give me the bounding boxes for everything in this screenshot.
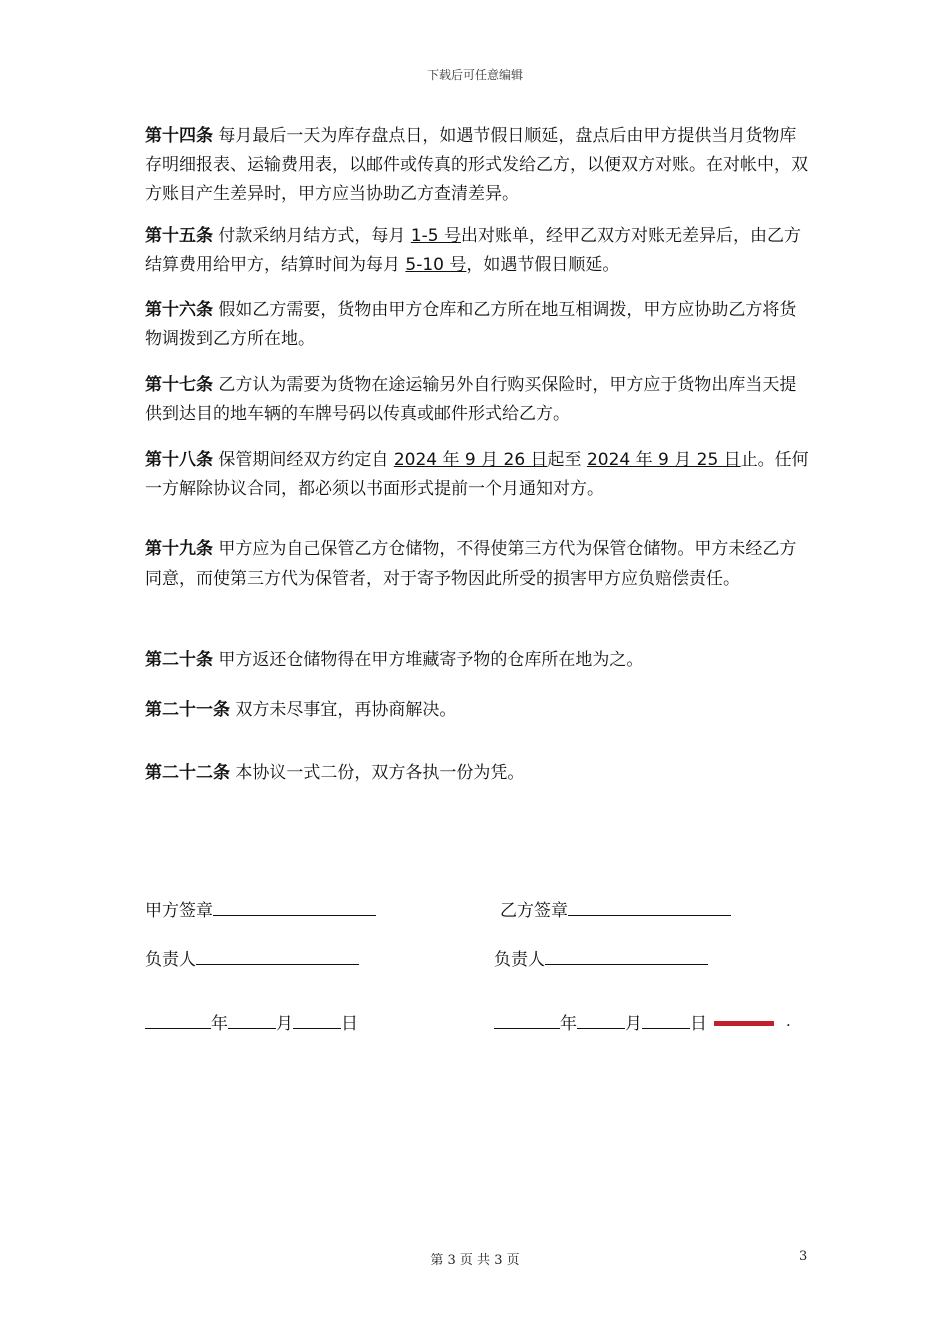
trailing-dot: . [786, 1012, 791, 1030]
party-a-person-blank[interactable] [196, 946, 359, 965]
month-blank[interactable] [228, 1010, 276, 1029]
month-blank[interactable] [577, 1010, 625, 1029]
page-number: 3 [799, 1249, 808, 1264]
party-b-seal-row [500, 897, 731, 923]
clause-20 [145, 646, 813, 675]
clause-text: 本协议一式二份，双方各执一份为凭。 [230, 763, 525, 783]
clause-18 [145, 446, 813, 504]
clause-text: 付款采纳月结方式，每月 [213, 226, 411, 246]
page-header: 下载后可任意编辑 [426, 68, 523, 82]
clause-text: 出对账单，经甲乙双方对账无差异后，由乙方结算费用给甲方，结算时间为每月 [145, 226, 801, 275]
clause-22 [145, 759, 813, 788]
clause-title: 第十六条 [145, 300, 213, 320]
clause-text: 保管期间经双方约定自 [213, 450, 394, 470]
person-in-charge-label: 负责人 [145, 950, 196, 970]
page-footer: 第 3 页 共 3 页 [430, 1253, 520, 1268]
clause-title: 第二十二条 [145, 763, 230, 783]
year-blank[interactable] [145, 1010, 211, 1029]
underlined-date-range: 1-5 号 [410, 226, 461, 246]
underlined-end-date: 2024 年 9 月 25 日 [586, 450, 741, 470]
party-a-seal-row [145, 897, 376, 923]
party-a-date-row [145, 1010, 358, 1036]
party-b-date-row [494, 1010, 707, 1036]
day-label: 日 [341, 1014, 358, 1034]
party-b-person-blank[interactable] [545, 946, 708, 965]
clause-17 [145, 371, 813, 429]
red-mark [714, 1021, 774, 1026]
year-label: 年 [211, 1014, 228, 1034]
party-b-person-row [494, 946, 708, 972]
clause-text: 乙方认为需要为货物在途运输另外自行购买保险时，甲方应于货物出库当天提供到达目的地车辆的车牌号码以传真或邮件形式给乙方。 [145, 375, 797, 424]
year-blank[interactable] [494, 1010, 560, 1029]
party-a-seal-blank[interactable] [213, 897, 376, 916]
clause-title: 第二十一条 [145, 700, 230, 720]
clause-title: 第十九条 [145, 539, 213, 559]
month-label: 月 [276, 1014, 293, 1034]
clause-text: 每月最后一天为库存盘点日，如遇节假日顺延，盘点后由甲方提供当月货物库存明细报表、运输费用表，以邮件或传真的形式发给乙方，以便双方对账。在对帐中，双方账目产生差异时，甲方应当协助乙方查清差异。 [145, 126, 808, 204]
person-in-charge-label: 负责人 [494, 950, 545, 970]
clause-title: 第十四条 [145, 126, 213, 146]
month-label: 月 [625, 1014, 642, 1034]
clause-text: 假如乙方需要，货物由甲方仓库和乙方所在地互相调拨，甲方应协助乙方将货物调拨到乙方所在地。 [145, 300, 797, 349]
clause-21 [145, 696, 813, 725]
day-label: 日 [690, 1014, 707, 1034]
clause-text: ，如遇节假日顺延。 [466, 255, 620, 275]
clause-text: 起至 [547, 450, 587, 470]
day-blank[interactable] [293, 1010, 341, 1029]
party-b-seal-blank[interactable] [568, 897, 731, 916]
clause-title: 第十五条 [145, 226, 213, 246]
clause-text: 甲方返还仓储物得在甲方堆藏寄予物的仓库所在地为之。 [213, 650, 644, 670]
clause-19 [145, 534, 813, 594]
party-b-seal-label: 乙方签章 [500, 901, 568, 921]
clause-16 [145, 296, 813, 354]
clause-15 [145, 222, 813, 280]
party-a-seal-label: 甲方签章 [145, 901, 213, 921]
clause-title: 第十八条 [145, 450, 213, 470]
clause-title: 第十七条 [145, 375, 213, 395]
party-a-person-row [145, 946, 359, 972]
clause-14 [145, 122, 813, 209]
clause-text: 甲方应为自己保管乙方仓储物，不得使第三方代为保管仓储物。甲方未经乙方同意，而使第三方代为保管者，对于寄予物因此所受的损害甲方应负赔偿责任。 [145, 539, 797, 589]
clause-title: 第二十条 [145, 650, 213, 670]
clause-text: 双方未尽事宜，再协商解决。 [230, 700, 457, 720]
year-label: 年 [560, 1014, 577, 1034]
underlined-date-range: 5-10 号 [405, 255, 467, 275]
day-blank[interactable] [642, 1010, 690, 1029]
clause-text: 止。任何一方解除协议合同，都必须以书面形式提前一个月通知对方。 [145, 450, 809, 499]
underlined-start-date: 2024 年 9 月 26 日 [393, 450, 548, 470]
